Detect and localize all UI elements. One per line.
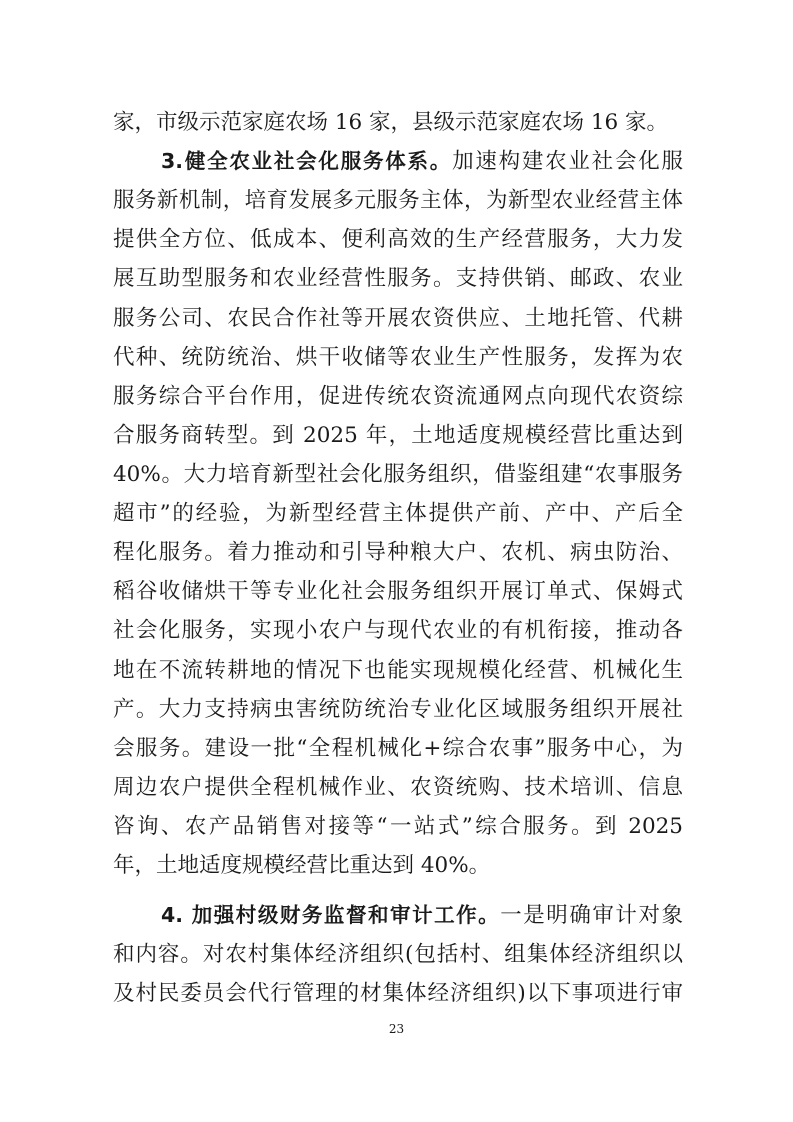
paragraph-line: 家，市级示范家庭农场 16 家，县级示范家庭农场 16 家。	[113, 110, 669, 135]
paragraph-line: 提供全方位、低成本、便利高效的生产经营服务，大力发	[113, 227, 683, 252]
paragraph-line: 地在不流转耕地的情况下也能实现规模化经营、机械化生	[113, 658, 683, 683]
paragraph-line: 咨询、农产品销售对接等“一站式”综合服务。到 2025	[113, 814, 683, 839]
paragraph-line: 展互助型服务和农业经营性服务。支持供销、邮政、农业	[113, 266, 683, 291]
paragraph-line: 周边农户提供全程机械作业、农资统购、技术培训、信息	[113, 775, 683, 800]
paragraph-line: 会服务。建设一批“全程机械化+综合农事”服务中心，为	[113, 736, 683, 761]
paragraph-line: 及村民委员会代行管理的材集体经济组织)以下事项进行审	[113, 981, 683, 1006]
section-3-first-line	[161, 151, 683, 173]
paragraph-line: 服务公司、农民合作社等开展农资供应、土地托管、代耕	[113, 306, 683, 331]
paragraph-line: 合服务商转型。到 2025 年，土地适度规模经营比重达到	[113, 423, 683, 448]
paragraph-line: 稻谷收储烘干等专业化社会服务组织开展订单式、保姆式	[113, 579, 683, 604]
paragraph-line: 服务综合平台作用，促进传统农资流通网点向现代农资综	[113, 384, 683, 409]
section-4-first-line	[161, 905, 683, 927]
paragraph-line: 产。大力支持病虫害统防统治专业化区域服务组织开展社	[113, 697, 683, 722]
paragraph-line: 40%。大力培育新型社会化服务组织，借鉴组建“农事服务	[113, 462, 683, 487]
paragraph-line: 社会化服务，实现小农户与现代农业的有机衔接，推动各	[113, 618, 683, 643]
section-3-heading: 3.健全农业社会化服务体系。	[161, 149, 453, 173]
paragraph-line: 年，土地适度规模经营比重达到 40%。	[113, 853, 491, 878]
section-4-lead-text: 一是明确审计对象	[500, 903, 683, 928]
section-3-lead-text: 加速构建农业社会化服	[452, 149, 683, 174]
paragraph-line: 代种、统防统治、烘干收储等农业生产性服务，发挥为农	[113, 345, 683, 370]
paragraph-line: 和内容。对农村集体经济组织(包括村、组集体经济组织以	[113, 942, 683, 967]
section-4-heading: 4. 加强村级财务监督和审计工作。	[161, 903, 501, 927]
paragraph-line: 服务新机制，培育发展多元服务主体，为新型农业经营主体	[113, 188, 683, 213]
paragraph-line: 超市”的经验，为新型经营主体提供产前、产中、产后全	[113, 501, 683, 526]
page-number: 23	[388, 1022, 405, 1036]
paragraph-line: 程化服务。着力推动和引导种粮大户、农机、病虫防治、	[113, 540, 683, 565]
